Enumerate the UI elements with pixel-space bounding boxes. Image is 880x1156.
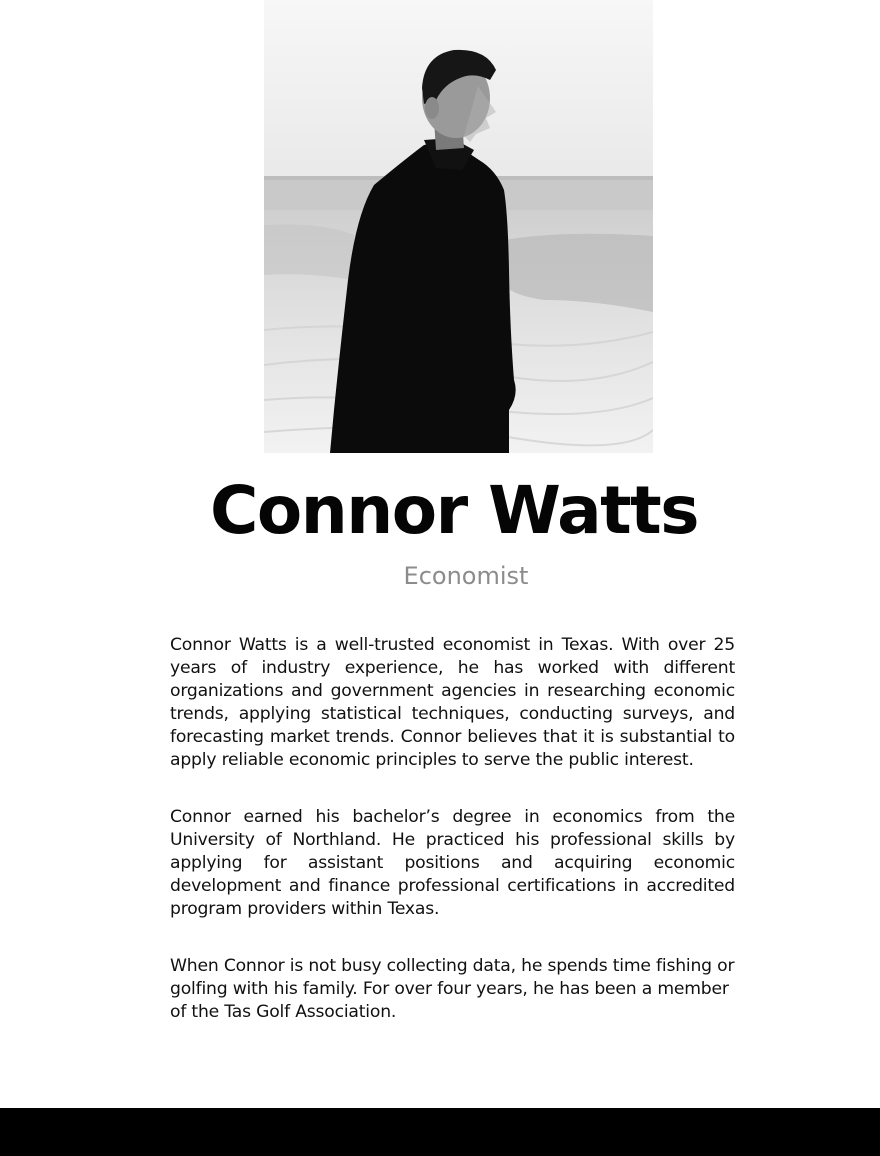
profile-photo: [264, 0, 653, 453]
bio-paragraph-1: Connor Watts is a well-trusted economist in Texas. With over 25 years of industry experience, he has worked with different organizations and government agencies in researching economic trends, applying statistical techniques, conducting surveys, and forecasting market trends. Connor believes that it is substantial to apply reliable economic principles to serve the public interest.: [170, 635, 735, 770]
footer-bar: [0, 1108, 880, 1156]
bio-paragraph-2: Connor earned his bachelor’s degree in economics from the University of Northland. He practiced his professional skills by applying for assistant positions and acquiring economic development and finance professional certifications in accredited program providers within Texas.: [170, 807, 735, 919]
bio-paragraph-3: When Connor is not busy collecting data, he spends time fishing or golfing with his family. For over four years, he has been a member of the Tas Golf Association.: [170, 956, 735, 1022]
person-name: Connor Watts: [210, 472, 698, 549]
portrait-photo-image: [264, 0, 653, 453]
person-role: Economist: [403, 562, 529, 590]
